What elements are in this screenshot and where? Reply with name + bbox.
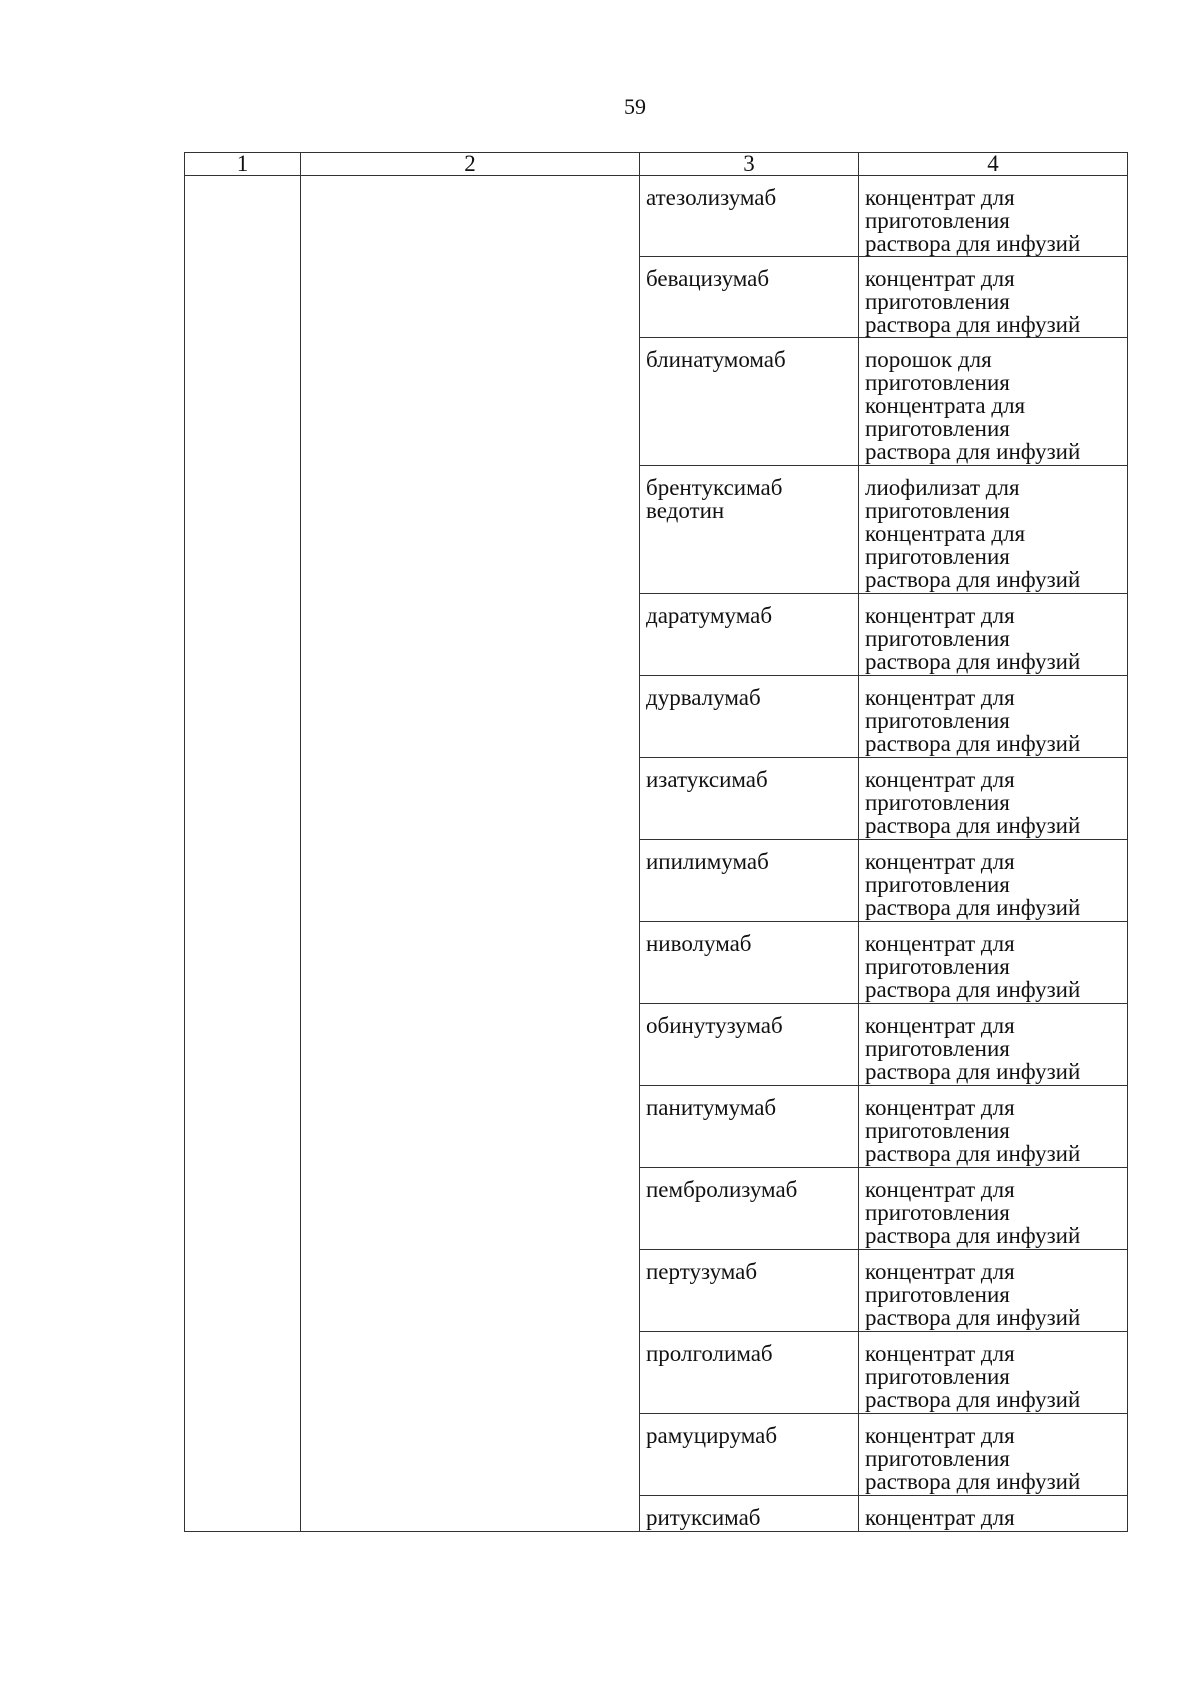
drug-name-cell: даратумумаб bbox=[640, 594, 859, 676]
dosage-form-cell: концентрат для приготовления раствора для инфузий bbox=[859, 1414, 1128, 1496]
drug-name-cell: атезолизумаб bbox=[640, 176, 859, 257]
dosage-form-cell: концентрат для приготовления раствора для инфузий bbox=[859, 840, 1128, 922]
drug-name-cell: дурвалумаб bbox=[640, 676, 859, 758]
dosage-form-cell: концентрат для приготовления раствора для инфузий bbox=[859, 676, 1128, 758]
drug-name-cell: изатуксимаб bbox=[640, 758, 859, 840]
dosage-form-cell: концентрат для приготовления раствора для инфузий bbox=[859, 257, 1128, 338]
drug-name-cell: пембролизумаб bbox=[640, 1168, 859, 1250]
dosage-form-cell: концентрат для приготовления раствора для инфузий bbox=[859, 758, 1128, 840]
drug-name-cell: пролголимаб bbox=[640, 1332, 859, 1414]
dosage-form-cell: концентрат для приготовления раствора для инфузий bbox=[859, 1004, 1128, 1086]
dosage-form-cell: лиофилизат для приготовления концентрата для приготовления раствора для инфузий bbox=[859, 466, 1128, 594]
header-col-3: 3 bbox=[640, 153, 859, 176]
drug-name-cell: бевацизумаб bbox=[640, 257, 859, 338]
drug-name-cell: обинутузумаб bbox=[640, 1004, 859, 1086]
header-row bbox=[185, 153, 1128, 176]
header-col-1: 1 bbox=[185, 153, 301, 176]
dosage-form-cell: концентрат для приготовления раствора для инфузий bbox=[859, 176, 1128, 257]
drug-name-cell: пертузумаб bbox=[640, 1250, 859, 1332]
dosage-form-cell: концентрат для приготовления раствора для инфузий bbox=[859, 1250, 1128, 1332]
drug-name-cell: панитумумаб bbox=[640, 1086, 859, 1168]
dosage-form-cell: концентрат для приготовления раствора для инфузий bbox=[859, 1332, 1128, 1414]
table-row bbox=[185, 176, 1128, 257]
header-col-2: 2 bbox=[301, 153, 640, 176]
drug-table bbox=[184, 152, 1128, 1532]
drug-name-cell: брентуксимаб ведотин bbox=[640, 466, 859, 594]
drug-name-cell: ниволумаб bbox=[640, 922, 859, 1004]
dosage-form-cell: концентрат для приготовления раствора для инфузий bbox=[859, 922, 1128, 1004]
drug-name-cell: ритуксимаб bbox=[640, 1496, 859, 1532]
table-body bbox=[185, 153, 1128, 1532]
dosage-form-cell: концентрат для bbox=[859, 1496, 1128, 1532]
drug-name-cell: ипилимумаб bbox=[640, 840, 859, 922]
dosage-form-cell: концентрат для приготовления раствора для инфузий bbox=[859, 1086, 1128, 1168]
page-number: 59 bbox=[624, 94, 646, 119]
column-1-cell bbox=[185, 176, 301, 1532]
dosage-form-cell: порошок для приготовления концентрата для приготовления раствора для инфузий bbox=[859, 338, 1128, 466]
drug-name-cell: рамуцирумаб bbox=[640, 1414, 859, 1496]
dosage-form-cell: концентрат для приготовления раствора для инфузий bbox=[859, 594, 1128, 676]
dosage-form-cell: концентрат для приготовления раствора для инфузий bbox=[859, 1168, 1128, 1250]
column-2-cell bbox=[301, 176, 640, 1532]
drug-name-cell: блинатумомаб bbox=[640, 338, 859, 466]
header-col-4: 4 bbox=[859, 153, 1128, 176]
